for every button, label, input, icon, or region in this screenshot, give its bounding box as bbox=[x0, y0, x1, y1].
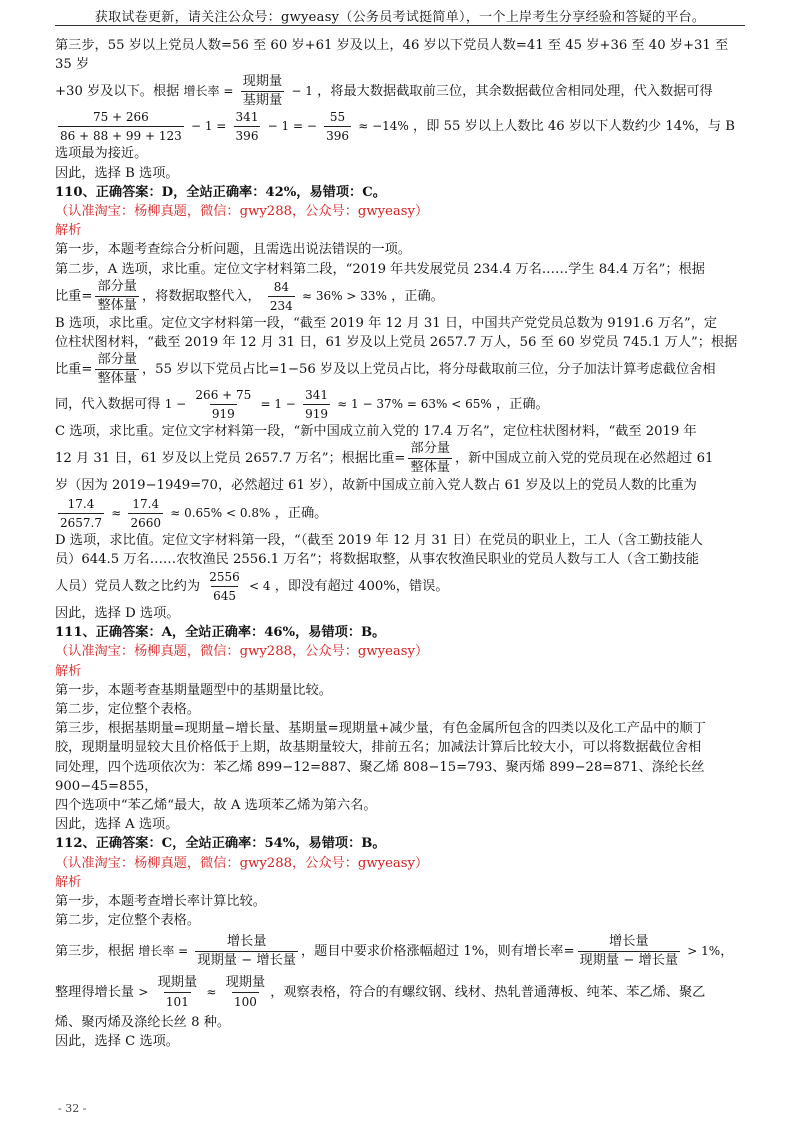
formula-text: > bbox=[138, 984, 149, 999]
fraction-denominator: 919 bbox=[210, 404, 237, 422]
fraction bbox=[234, 109, 261, 144]
formula-text: ≈ 1 − 37% = 63% < 65% bbox=[337, 397, 492, 412]
text: ，正确。 bbox=[274, 505, 328, 521]
text: ，即 55 岁以上人数比 46 岁以下人数约少 14%，与 B bbox=[413, 119, 735, 135]
growth-rate-fraction bbox=[578, 934, 681, 969]
q111-step1: 第一步，本题考查基期量题型中的基期量比较。 bbox=[55, 682, 332, 698]
text: ，55 岁以下党员占比=1−56 岁及以上党员占比，将分母截取前三位，分子加法计算考虑截位舍相 bbox=[142, 362, 716, 378]
fraction-numerator: 增长量 bbox=[226, 933, 267, 949]
text: 人员）党员人数之比约为 bbox=[55, 579, 201, 595]
q110-answer-header bbox=[55, 183, 747, 221]
fraction-denominator: 396 bbox=[234, 126, 261, 144]
fraction-denominator: 645 bbox=[211, 586, 238, 604]
q110-option-c-calc bbox=[55, 496, 747, 531]
formula-text: − 1 = bbox=[190, 119, 227, 134]
q112-step1: 第一步，本题考查增长率计算比较。 bbox=[55, 894, 266, 910]
promo-note: （认准淘宝：杨柳真题，微信：gwy288，公众号：gwyeasy） bbox=[55, 644, 429, 660]
fraction-denominator: 101 bbox=[164, 992, 191, 1010]
fraction bbox=[193, 387, 253, 422]
fraction-denominator: 100 bbox=[232, 992, 259, 1010]
fraction-numerator: 增长量 bbox=[609, 933, 649, 949]
q109-line4: 选项最为接近。 bbox=[55, 146, 148, 162]
q110-option-d-line2: 员）644.5 万名……农牧渔民 2556.1 万名”；将数据取整，从事农牧渔民职业的党员人数与工人（含工勤技能 bbox=[55, 551, 699, 567]
growth-rate-fraction bbox=[241, 74, 285, 109]
text: ，观察表格，符合的有螺纹钢、线材、热轧普通薄板、纯苯、苯乙烯、聚乙 bbox=[270, 984, 706, 1000]
text: ，新中国成立前入党的党员现在必然超过 61 bbox=[455, 451, 714, 467]
fraction bbox=[268, 279, 295, 314]
fraction-denominator: 整体量 bbox=[97, 297, 137, 313]
fraction bbox=[156, 975, 200, 1010]
q111-step3-line2: 胶，现期量明显较大且价格低于上期，故基期量较大，排前五名；加减法计算后比较大小，可以将数据截位舍相 bbox=[55, 740, 702, 756]
answer-summary: 110、正确答案：D，全站正确率：42%，易错项：C。 bbox=[55, 184, 386, 200]
q110-option-c-line2 bbox=[55, 441, 747, 476]
q110-option-b-calc bbox=[55, 387, 747, 422]
formula-text: − 1 bbox=[291, 84, 313, 99]
text: ，题目中要求价格涨幅超过 1%，则有增长率= bbox=[300, 943, 575, 959]
q112-step3-line3: 烯、聚丙烯及涤纶长丝 8 种。 bbox=[55, 1014, 231, 1030]
fraction-numerator: 75 + 266 bbox=[92, 110, 149, 125]
fraction-numerator: 部分量 bbox=[97, 352, 137, 368]
text: ，将数据取整代入， bbox=[142, 288, 261, 304]
fraction bbox=[207, 569, 242, 604]
q109-calc-line bbox=[55, 109, 747, 144]
answer-summary: 111、正确答案：A，全站正确率：46%，易错项：B。 bbox=[55, 625, 386, 641]
q110-option-d-line1: D 选项，求比值。定位文字材料第一段，“（截至 2019 年 12 月 31 日）在党员的职业上，工人（含工勤技能人 bbox=[55, 532, 703, 548]
text: ，即没有超过 400%，错误。 bbox=[274, 579, 449, 595]
fraction-denominator: 现期量 − 增长量 bbox=[579, 952, 679, 968]
fraction bbox=[224, 975, 268, 1010]
q112-conclusion: 因此，选择 C 选项。 bbox=[55, 1033, 179, 1049]
q112-step3-formula bbox=[55, 931, 747, 972]
formula-text: ≈ bbox=[111, 505, 122, 520]
formula-text: 1 − bbox=[164, 397, 187, 412]
fraction-numerator: 部分量 bbox=[410, 441, 450, 457]
proportion-fraction bbox=[408, 441, 452, 476]
fraction-numerator: 55 bbox=[329, 110, 346, 125]
text: ，正确。 bbox=[495, 397, 549, 413]
text: ， bbox=[720, 943, 734, 959]
q112-step2: 第二步，定位整个表格。 bbox=[55, 913, 201, 929]
formula-text: ≈ 0.65% < 0.8% bbox=[170, 505, 271, 520]
q111-step3-line4: 四个选项中“苯乙烯“最大，故 A 选项苯乙烯为第六名。 bbox=[55, 798, 377, 814]
page-header: 获取试卷更新，请关注公众号：gwyeasy（公务员考试挺简单），一个上岸考生分享经验和答疑的平台。 bbox=[94, 10, 706, 25]
fraction-numerator: 84 bbox=[273, 279, 289, 294]
q112-step3-derived bbox=[55, 972, 747, 1013]
formula-text: ≈ bbox=[206, 984, 217, 999]
q111-step3-line1: 第三步，根据基期量=现期量−增长量、基期量=现期量+减少量，有色金属所包含的四类以及化工产品中的顺丁 bbox=[55, 721, 706, 737]
fraction-numerator: 341 bbox=[235, 110, 259, 125]
q110-option-b-line2: 位柱状图材料，“截至 2019 年 12 月 31 日，61 岁及以上党员 2657.7 万人，56 至 60 岁党员 745.1 万人”；根据 bbox=[55, 335, 738, 351]
page-number: - 32 - bbox=[58, 1102, 87, 1115]
promo-note: （认准淘宝：杨柳真题，微信：gwy288，公众号：gwyeasy） bbox=[55, 855, 429, 871]
fraction bbox=[58, 496, 104, 531]
fraction-denominator: 2657.7 bbox=[58, 513, 104, 531]
q110-step1: 第一步，本题考查综合分析问题，且需选出说法错误的一项。 bbox=[55, 242, 412, 258]
formula-text: = 1 − bbox=[260, 397, 296, 412]
fraction-numerator: 部分量 bbox=[97, 278, 137, 294]
formula-text: < 4 bbox=[249, 579, 271, 594]
q110-step2: 第二步，A 选项，求比重。定位文字材料第二段，“2019 年共发展党员 234.4 万名……学生 84.4 万名”；根据 bbox=[55, 261, 705, 277]
proportion-fraction bbox=[95, 352, 139, 387]
fraction-denominator: 396 bbox=[324, 126, 351, 144]
text: 整理得增长量 bbox=[55, 984, 135, 1000]
formula-text: − 1 = − bbox=[267, 119, 317, 134]
fraction-denominator: 86 + 88 + 99 + 123 bbox=[58, 126, 184, 144]
answer-summary: 112、正确答案：C，全站正确率：54%，易错项：B。 bbox=[55, 836, 386, 852]
text: 12 月 31 日，61 岁及以上党员 2657.7 万名”；根据比重= bbox=[55, 451, 406, 467]
fraction-denominator: 现期量 − 增长量 bbox=[197, 952, 296, 968]
text: 比重= bbox=[55, 288, 93, 304]
text: +30 岁及以下。根据 bbox=[55, 84, 180, 100]
formula-text: > 1% bbox=[687, 943, 721, 958]
fraction-numerator: 现期量 bbox=[242, 74, 283, 90]
text: 第三步，根据 bbox=[55, 943, 135, 959]
q111-step2: 第二步，定位整个表格。 bbox=[55, 702, 201, 718]
q112-answer-header bbox=[55, 834, 747, 872]
fraction-numerator: 266 + 75 bbox=[195, 388, 252, 403]
fraction-numerator: 2556 bbox=[209, 570, 240, 585]
fraction-numerator: 17.4 bbox=[132, 496, 160, 511]
q111-conclusion: 因此，选择 A 选项。 bbox=[55, 817, 179, 833]
text: ，将最大数据截取前三位，其余数据截位舍相同处理，代入数据可得 bbox=[317, 84, 713, 100]
formula-text: ≈ 36% > 33% bbox=[302, 288, 387, 303]
text: ，正确。 bbox=[391, 288, 444, 304]
fraction bbox=[303, 387, 330, 422]
q110-option-c-line3: 岁（因为 2019−1949=70，必然超过 61 岁），故新中国成立前入党人数占 61 岁及以上的党员人数的比重为 bbox=[55, 478, 697, 494]
growth-rate-label: 增长率 = bbox=[183, 84, 234, 99]
growth-rate-fraction bbox=[195, 934, 298, 969]
proportion-fraction bbox=[95, 279, 139, 314]
fraction bbox=[324, 109, 351, 144]
q110-conclusion: 因此，选择 D 选项。 bbox=[55, 606, 180, 622]
fraction-denominator: 整体量 bbox=[97, 371, 137, 387]
fraction bbox=[128, 496, 163, 531]
fraction-denominator: 2660 bbox=[128, 513, 163, 531]
fraction bbox=[58, 109, 184, 144]
formula-text: ≈ −14% bbox=[358, 119, 409, 134]
q111-answer-header bbox=[55, 623, 747, 661]
q111-analysis-label: 解析 bbox=[55, 663, 82, 679]
fraction-numerator: 现期量 bbox=[225, 974, 266, 990]
page-content bbox=[55, 36, 747, 1051]
fraction-numerator: 17.4 bbox=[67, 496, 95, 511]
q110-option-b-line1: B 选项，求比重。定位文字材料第一段，“截至 2019 年 12 月 31 日，中国共产党党员总数为 9191.6 万名”，定 bbox=[55, 315, 718, 331]
q110-option-d-calc bbox=[55, 569, 747, 604]
q109-conclusion: 因此，选择 B 选项。 bbox=[55, 165, 179, 181]
q111-step3-line3: 同处理，四个选项依次为：苯乙烯 899−12=887、聚乙烯 808−15=793、聚丙烯 899−28=871、涤纶长丝 900−45=855， bbox=[55, 759, 705, 794]
q110-option-c-line1: C 选项，求比重。定位文字材料第一段，“新中国成立前入党的 17.4 万名”，定位柱状图材料，“截至 2019 年 bbox=[55, 424, 697, 440]
q110-analysis-label: 解析 bbox=[55, 223, 82, 239]
q112-analysis-label: 解析 bbox=[55, 874, 82, 890]
fraction-denominator: 919 bbox=[303, 404, 330, 422]
text: 比重= bbox=[55, 362, 93, 378]
promo-note: （认准淘宝：杨柳真题，微信：gwy288，公众号：gwyeasy） bbox=[55, 204, 429, 220]
q109-step3-line2 bbox=[55, 74, 747, 109]
fraction-numerator: 341 bbox=[305, 388, 328, 403]
fraction-denominator: 234 bbox=[268, 296, 295, 314]
fraction-denominator: 基期量 bbox=[242, 93, 283, 109]
fraction-denominator: 整体量 bbox=[410, 460, 450, 476]
q110-option-b-line3 bbox=[55, 352, 747, 387]
fraction-numerator: 现期量 bbox=[157, 974, 198, 990]
text: 同，代入数据可得 bbox=[55, 397, 161, 413]
q110-option-a-calc bbox=[55, 279, 747, 314]
q109-step3-line1: 第三步，55 岁以上党员人数=56 至 60 岁+61 岁及以上，46 岁以下党员人数=41 至 45 岁+36 至 40 岁+31 至 35 岁 bbox=[55, 38, 729, 73]
header-divider bbox=[55, 25, 745, 26]
growth-rate-label: 增长率 = bbox=[138, 943, 189, 958]
